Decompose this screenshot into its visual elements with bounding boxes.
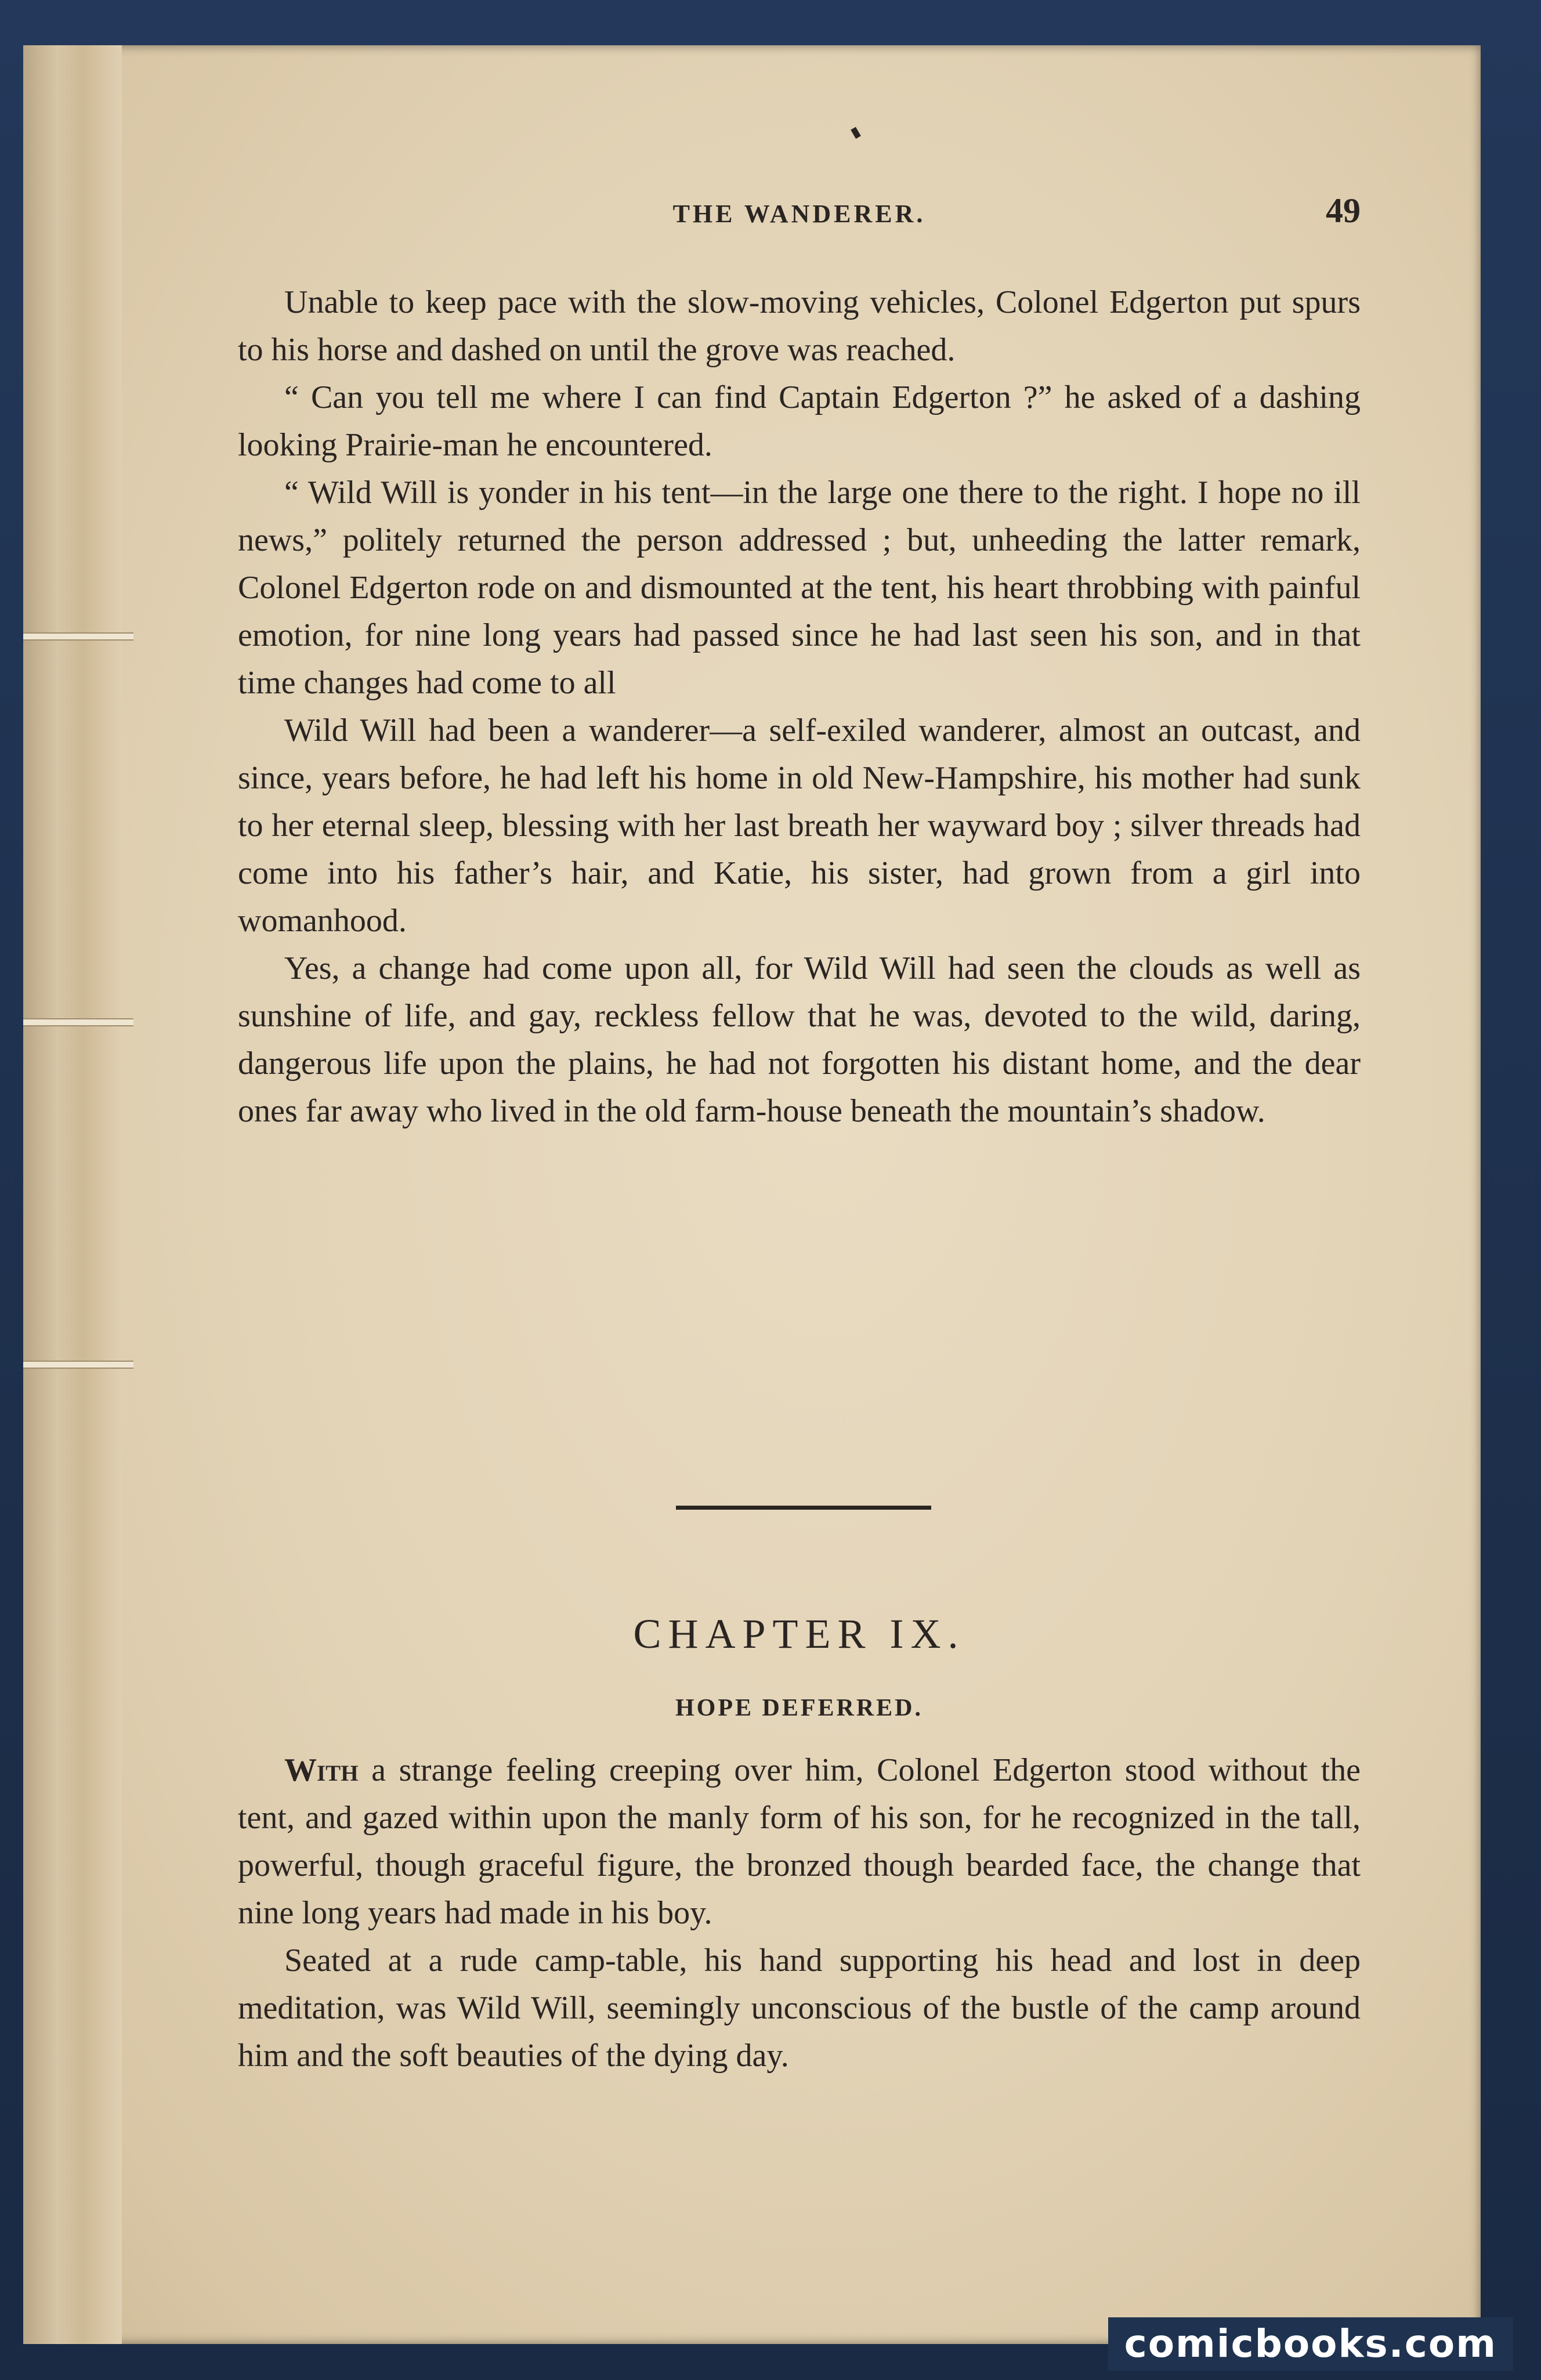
binding-stitch bbox=[23, 1361, 133, 1369]
site-watermark: comicbooks.com bbox=[1108, 2317, 1513, 2371]
paragraph-lead-word: With bbox=[284, 1752, 359, 1788]
paragraph: Wild Will had been a wanderer—a self-exiled wanderer, almost an outcast, and since, years before, he had left his home in old New-Hampshire, his mother had sunk to her eternal sleep, blessing with her last breath her wayward boy ; silver threads had come into his father’s hair, and Katie, his sister, had grown from a girl into womanhood. bbox=[238, 712, 1361, 939]
paragraph bbox=[238, 1746, 1361, 1937]
running-head bbox=[238, 191, 1361, 241]
chapter-subtitle: HOPE DEFERRED. bbox=[675, 1695, 924, 1721]
paragraph: “ Can you tell me where I can find Captain Edgerton ?” he asked of a dashing looking Prairie-man he encountered. bbox=[238, 379, 1361, 463]
page-number: 49 bbox=[1326, 191, 1361, 230]
running-title: THE WANDERER. bbox=[672, 200, 926, 228]
chapter-divider-rule bbox=[676, 1506, 931, 1510]
binding-stitch bbox=[23, 1018, 133, 1026]
paragraph: Yes, a change had come upon all, for Wild Will had seen the clouds as well as sunshine of life, and gay, reckless fellow that he was, devoted to the wild, daring, dangerous life upon the plains, he had not forgotten his distant home, and the dear ones far away who lived in the old farm-house beneath the mountain’s shadow. bbox=[238, 950, 1361, 1129]
paragraph-text: a strange feeling creeping over him, Colonel Edgerton stood without the tent, and gazed within upon the manly form of his son, for he recognized in the tall, powerful, though graceful figure, the bronzed though bearded face, the change that nine long years had made in his boy. bbox=[238, 1752, 1361, 1931]
paragraph: “ Wild Will is yonder in his tent—in the large one there to the right. I hope no ill news,” politely returned the person addressed ; but, unheeding the latter remark, Colonel Edgerton rode on and dismounted at the tent, his heart throbbing with painful emotion, for nine long years had passed since he had last seen his son, and in that time changes had come to all bbox=[238, 475, 1361, 701]
binding-stitch bbox=[23, 632, 133, 641]
paragraph: Seated at a rude camp-table, his hand supporting his head and lost in deep meditation, was Wild Will, seemingly unconscious of the bustle of the camp around him and the soft beauties of the dying day. bbox=[238, 1943, 1361, 2074]
body-text-after-chapter bbox=[238, 1746, 1361, 2079]
book-spine bbox=[23, 45, 122, 2344]
chapter-heading: CHAPTER IX. bbox=[633, 1611, 965, 1657]
body-text-before-chapter bbox=[238, 278, 1361, 1135]
paragraph: Unable to keep pace with the slow-moving vehicles, Colonel Edgerton put spurs to his horse and dashed on until the grove was reached. bbox=[238, 284, 1361, 368]
